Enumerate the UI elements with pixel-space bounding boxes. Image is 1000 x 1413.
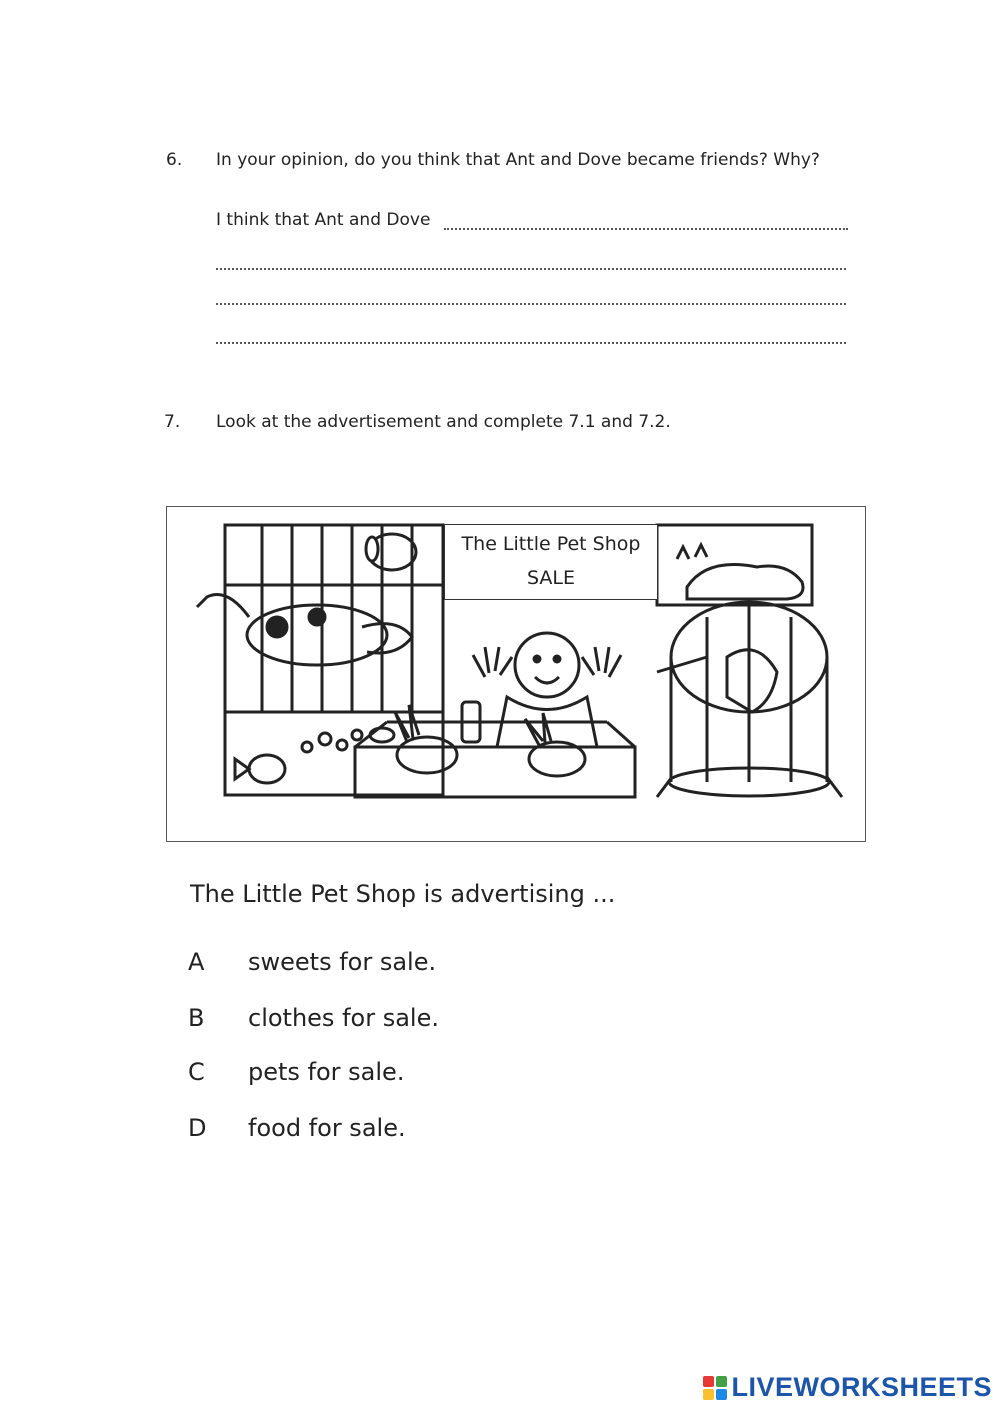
child-head — [515, 633, 579, 697]
option-text: food for sale. — [248, 1114, 406, 1142]
answer-line-2[interactable] — [216, 268, 846, 270]
rabbit-1 — [397, 737, 457, 773]
sign-title: The Little Pet Shop — [461, 533, 641, 555]
footer-brand-text: LIVEWORKSHEETS — [731, 1372, 992, 1402]
option-c[interactable] — [188, 1058, 404, 1086]
answer-line-3[interactable] — [216, 303, 846, 305]
mcq-stem: The Little Pet Shop is advertising ... — [190, 880, 616, 908]
option-letter: C — [188, 1058, 205, 1086]
cat — [687, 565, 803, 600]
option-text: clothes for sale. — [248, 1004, 439, 1032]
question-6-number: 6. — [166, 150, 183, 170]
liveworksheets-logo-icon — [703, 1376, 727, 1400]
fish-1 — [249, 755, 285, 783]
sign-sale: SALE — [526, 567, 575, 589]
option-letter: A — [188, 948, 205, 976]
fish-2 — [370, 728, 394, 742]
option-letter: B — [188, 1004, 205, 1032]
answer-prefix: I think that Ant and Dove — [216, 210, 431, 230]
answer-line-4[interactable] — [216, 342, 846, 344]
answer-line-1[interactable] — [444, 228, 848, 230]
option-d[interactable] — [188, 1114, 406, 1142]
question-7-text: Look at the advertisement and complete 7.1 and 7.2. — [216, 412, 671, 432]
bird — [727, 650, 777, 712]
option-text: sweets for sale. — [248, 948, 437, 976]
footer-brand — [703, 1372, 992, 1403]
question-6-text: In your opinion, do you think that Ant and Dove became friends? Why? — [216, 150, 820, 170]
question-7-number: 7. — [164, 412, 181, 432]
advertisement-image — [166, 506, 866, 842]
option-b[interactable] — [188, 1004, 439, 1032]
option-letter: D — [188, 1114, 207, 1142]
option-text: pets for sale. — [248, 1058, 405, 1086]
shop-sign — [444, 524, 658, 600]
option-a[interactable] — [188, 948, 436, 976]
